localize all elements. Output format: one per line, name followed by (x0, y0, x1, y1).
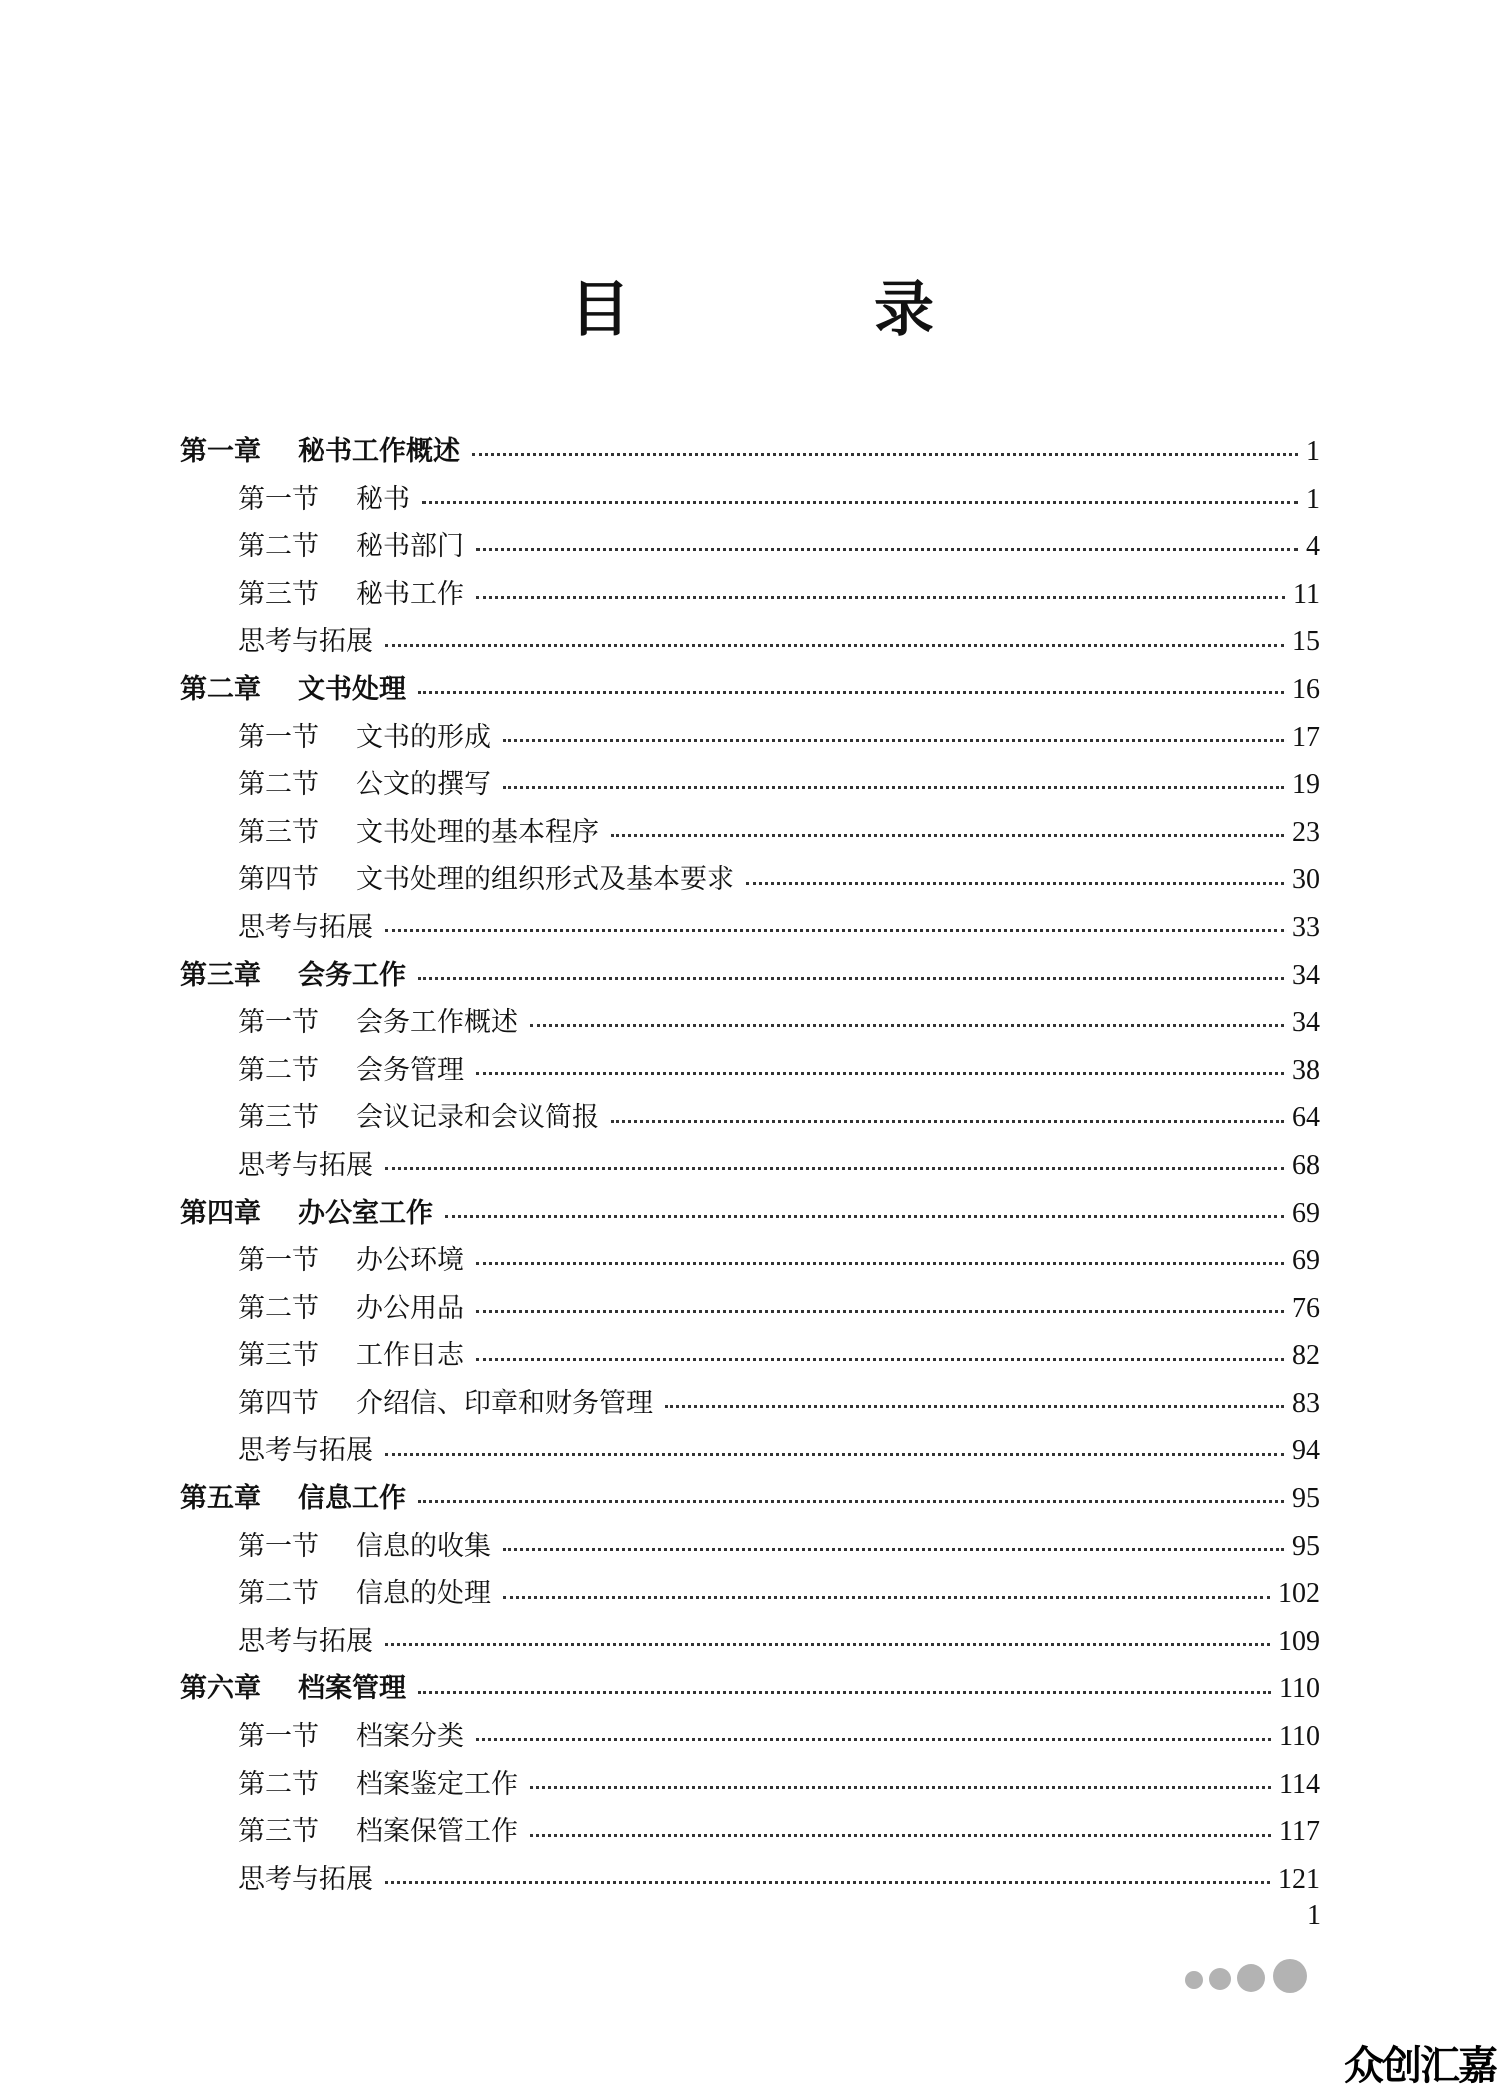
toc-entry-page: 83 (1292, 1387, 1320, 1419)
toc-entry-label: 第二节 (238, 1054, 319, 1086)
dot-leader (476, 1072, 1284, 1075)
toc-entry-title: 办公室工作 (298, 1197, 433, 1229)
dot-leader (418, 691, 1284, 694)
toc-section-row[interactable] (180, 571, 1320, 619)
toc-entry-title: 会务管理 (356, 1054, 464, 1086)
toc-entry-page: 95 (1292, 1483, 1320, 1515)
toc-entry-label: 第一节 (238, 1007, 319, 1039)
toc-chapter-row[interactable] (180, 1665, 1320, 1713)
toc-entry-page: 94 (1292, 1435, 1320, 1467)
toc-chapter-row[interactable] (180, 666, 1320, 714)
toc-entry-page: 114 (1279, 1768, 1320, 1800)
toc-entry-page: 82 (1292, 1340, 1320, 1372)
toc-entry-title: 档案保管工作 (356, 1816, 518, 1848)
toc-section-row[interactable] (180, 1332, 1320, 1380)
toc-entry-title: 会务工作概述 (356, 1007, 518, 1039)
toc-entry-page: 69 (1292, 1245, 1320, 1277)
toc-entry-label: 第二节 (238, 769, 319, 801)
page-number: 1 (1307, 1900, 1321, 1931)
toc-section-row[interactable] (180, 1094, 1320, 1142)
toc-entry-page: 1 (1306, 436, 1320, 467)
toc-entry-title: 文书处理的基本程序 (356, 816, 599, 848)
toc-section-row[interactable] (180, 714, 1320, 762)
toc-entry-page: 30 (1292, 864, 1320, 896)
toc-entry-label: 第五章 (180, 1483, 261, 1515)
dot-leader (418, 1691, 1271, 1694)
toc-entry-label: 第三节 (238, 816, 319, 848)
toc-entry-page: 1 (1306, 483, 1320, 515)
toc-entry-label: 第六章 (180, 1673, 261, 1705)
toc-entry-page: 110 (1279, 1673, 1320, 1705)
toc-entry-page: 15 (1292, 626, 1320, 658)
toc-entry-title: 文书处理 (298, 673, 406, 705)
toc-entry-label: 第二节 (238, 1292, 319, 1324)
toc-section-row[interactable] (180, 761, 1320, 809)
decorative-dot (1185, 1971, 1203, 1989)
toc-section-row[interactable] (180, 1142, 1320, 1190)
dot-leader (611, 834, 1284, 837)
dot-leader (476, 548, 1298, 551)
toc-entry-page: 110 (1279, 1721, 1320, 1753)
toc-entry-page: 109 (1278, 1625, 1320, 1657)
dot-leader (503, 739, 1284, 742)
toc-entry-page: 121 (1278, 1863, 1320, 1895)
toc-entry-label: 第三节 (238, 1816, 319, 1848)
dot-leader (530, 1024, 1284, 1027)
toc-entry-title: 档案鉴定工作 (356, 1768, 518, 1800)
dot-leader (530, 1834, 1271, 1837)
dot-leader (385, 1453, 1284, 1456)
toc-entry-title: 公文的撰写 (356, 769, 491, 801)
toc-entry-page: 33 (1292, 911, 1320, 943)
dot-leader (476, 1310, 1284, 1313)
toc-entry-title: 办公环境 (356, 1245, 464, 1277)
toc-section-row[interactable] (180, 523, 1320, 571)
toc-entry-title: 档案管理 (298, 1673, 406, 1705)
toc-entry-title: 介绍信、印章和财务管理 (356, 1387, 653, 1419)
toc-section-row[interactable] (180, 809, 1320, 857)
watermark-logo: 众创汇嘉 (1344, 2043, 1496, 2089)
toc-entry-title: 会议记录和会议简报 (356, 1102, 599, 1134)
toc-entry-page: 76 (1292, 1292, 1320, 1324)
toc-chapter-row[interactable] (180, 428, 1320, 476)
dot-leader (476, 1738, 1271, 1741)
toc-section-row[interactable] (180, 999, 1320, 1047)
decorative-dot (1237, 1964, 1265, 1992)
toc-section-row[interactable] (180, 1570, 1320, 1618)
toc-entry-title: 信息工作 (298, 1483, 406, 1515)
decorative-dot (1273, 1959, 1307, 1993)
toc-entry-label: 第一节 (238, 1245, 319, 1277)
toc-entry-page: 34 (1292, 959, 1320, 991)
toc-entry-label: 第三节 (238, 578, 319, 610)
decorative-dot (1209, 1968, 1231, 1990)
toc-entry-title: 思考与拓展 (238, 1149, 373, 1181)
toc-entry-title: 思考与拓展 (238, 626, 373, 658)
toc-entry-page: 23 (1292, 816, 1320, 848)
toc-entry-page: 11 (1293, 578, 1320, 610)
toc-section-row[interactable] (180, 1427, 1320, 1475)
toc-entry-label: 第三节 (238, 1340, 319, 1372)
toc-section-row[interactable] (180, 1047, 1320, 1095)
toc-entry-title: 信息的收集 (356, 1530, 491, 1562)
toc-entry-title: 思考与拓展 (238, 911, 373, 943)
toc-entry-title: 秘书 (356, 483, 410, 515)
toc-entry-title: 办公用品 (356, 1292, 464, 1324)
toc-section-row[interactable] (180, 476, 1320, 524)
toc-chapter-row[interactable] (180, 952, 1320, 1000)
toc-entry-label: 第四节 (238, 1387, 319, 1419)
toc-entry-label: 第三节 (238, 1102, 319, 1134)
dot-leader (385, 644, 1284, 647)
dot-leader (385, 1167, 1284, 1170)
toc-entry-page: 34 (1292, 1007, 1320, 1039)
toc-entry-title: 工作日志 (356, 1340, 464, 1372)
toc-entry-page: 64 (1292, 1102, 1320, 1134)
toc-entry-label: 第一节 (238, 1721, 319, 1753)
dot-leader (472, 453, 1298, 456)
toc-entry-label: 第一章 (180, 436, 261, 467)
toc-section-row[interactable] (180, 904, 1320, 952)
dot-leader (385, 929, 1284, 932)
dot-leader (418, 1500, 1284, 1503)
toc-section-row[interactable] (180, 1523, 1320, 1571)
toc-entry-page: 17 (1292, 721, 1320, 753)
toc-entry-label: 第一节 (238, 721, 319, 753)
toc-entry-label: 第二节 (238, 1578, 319, 1610)
toc-section-row[interactable] (180, 1237, 1320, 1285)
table-of-contents (180, 428, 1320, 1903)
dot-leader (503, 1596, 1270, 1599)
toc-entry-title: 秘书部门 (356, 531, 464, 563)
dot-leader (476, 1358, 1284, 1361)
toc-entry-title: 思考与拓展 (238, 1863, 373, 1895)
toc-entry-page: 19 (1292, 769, 1320, 801)
toc-chapter-row[interactable] (180, 1475, 1320, 1523)
dot-leader (665, 1405, 1284, 1408)
dot-leader (503, 1548, 1284, 1551)
dot-leader (385, 1881, 1270, 1884)
dot-leader (530, 1786, 1271, 1789)
toc-entry-title: 思考与拓展 (238, 1435, 373, 1467)
toc-entry-label: 第二章 (180, 673, 261, 705)
toc-entry-title: 档案分类 (356, 1721, 464, 1753)
toc-entry-label: 第二节 (238, 1768, 319, 1800)
toc-section-row[interactable] (180, 618, 1320, 666)
dot-leader (476, 596, 1285, 599)
toc-entry-page: 38 (1292, 1054, 1320, 1086)
dot-leader (385, 1643, 1270, 1646)
toc-entry-title: 文书的形成 (356, 721, 491, 753)
toc-entry-title: 秘书工作 (356, 578, 464, 610)
toc-section-row[interactable] (180, 1618, 1320, 1666)
toc-entry-label: 第四章 (180, 1197, 261, 1229)
toc-section-row[interactable] (180, 856, 1320, 904)
toc-entry-title: 秘书工作概述 (298, 436, 460, 467)
toc-section-row[interactable] (180, 1761, 1320, 1809)
toc-entry-title: 信息的处理 (356, 1578, 491, 1610)
toc-entry-label: 第四节 (238, 864, 319, 896)
toc-entry-label: 第三章 (180, 959, 261, 991)
decorative-dots (1185, 1955, 1325, 1995)
toc-section-row[interactable] (180, 1285, 1320, 1333)
toc-entry-page: 68 (1292, 1149, 1320, 1181)
dot-leader (445, 1215, 1284, 1218)
page-title: 目 录 (570, 275, 1026, 345)
toc-section-row[interactable] (180, 1856, 1320, 1904)
toc-entry-page: 102 (1278, 1578, 1320, 1610)
toc-section-row[interactable] (180, 1713, 1320, 1761)
toc-entry-page: 4 (1306, 531, 1320, 563)
dot-leader (422, 501, 1298, 504)
toc-entry-page: 69 (1292, 1197, 1320, 1229)
dot-leader (476, 1262, 1284, 1265)
toc-entry-label: 第二节 (238, 531, 319, 563)
toc-section-row[interactable] (180, 1380, 1320, 1428)
toc-entry-title: 思考与拓展 (238, 1625, 373, 1657)
dot-leader (746, 882, 1284, 885)
dot-leader (611, 1120, 1284, 1123)
dot-leader (503, 786, 1284, 789)
toc-chapter-row[interactable] (180, 1190, 1320, 1238)
toc-section-row[interactable] (180, 1808, 1320, 1856)
toc-entry-page: 95 (1292, 1530, 1320, 1562)
dot-leader (418, 977, 1284, 980)
toc-entry-page: 16 (1292, 673, 1320, 705)
toc-entry-page: 117 (1279, 1816, 1320, 1848)
toc-entry-label: 第一节 (238, 483, 319, 515)
toc-entry-title: 会务工作 (298, 959, 406, 991)
toc-entry-label: 第一节 (238, 1530, 319, 1562)
toc-entry-title: 文书处理的组织形式及基本要求 (356, 864, 734, 896)
